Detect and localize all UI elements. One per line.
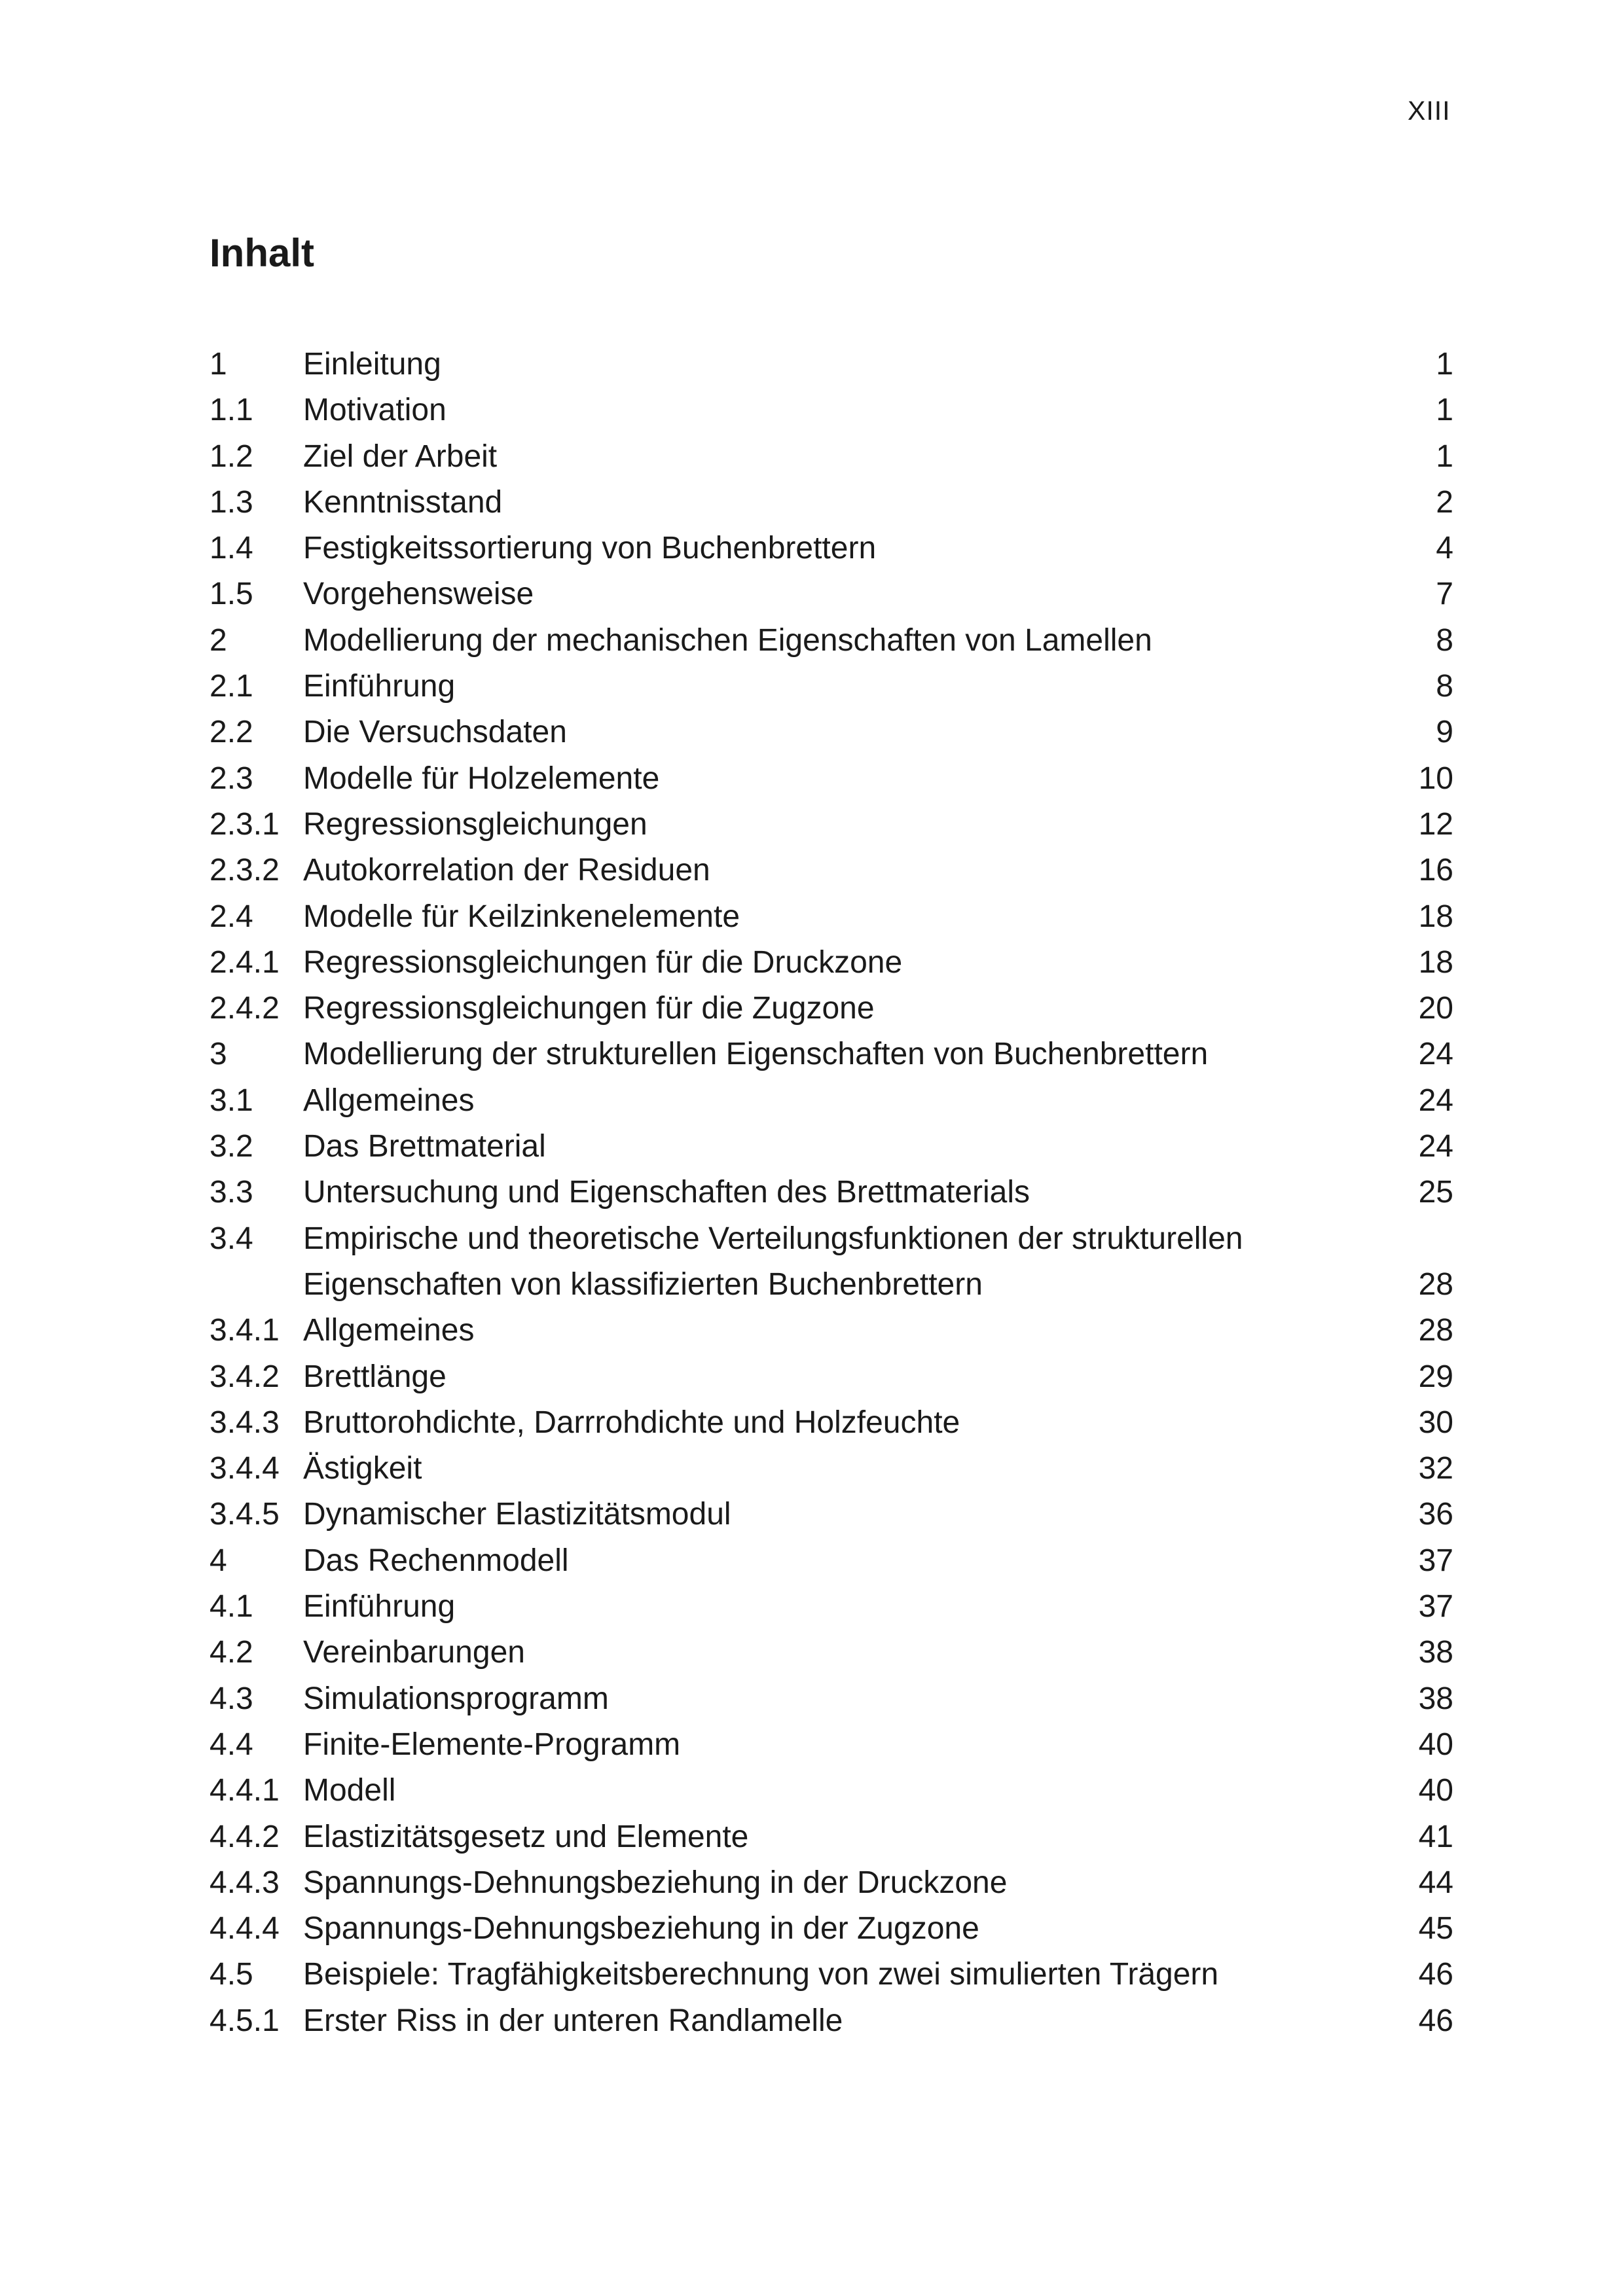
- toc-entry-page: 46: [1418, 1957, 1453, 1992]
- toc-entry: [210, 1031, 1453, 1077]
- toc-entry-page: 9: [1436, 715, 1453, 750]
- toc-entry: [210, 1630, 1453, 1676]
- toc-entry-page: 1: [1436, 393, 1453, 428]
- toc-entry-title: Brettlänge: [303, 1359, 447, 1394]
- toc-entry-number: 4.4: [210, 1727, 253, 1762]
- toc-entry-page: 8: [1436, 622, 1453, 658]
- toc-entry-page: 1: [1436, 347, 1453, 382]
- toc-entry-page: 37: [1418, 1543, 1453, 1578]
- toc-entry-number: 4.3: [210, 1681, 253, 1716]
- toc-entry-page: 12: [1418, 806, 1453, 842]
- toc-entry: [210, 342, 1453, 387]
- toc-entry: [210, 618, 1453, 664]
- toc-entry-number: 3.4.1: [210, 1313, 280, 1348]
- toc-entry-number: 4.4.4: [210, 1911, 280, 1946]
- toc-entry: [210, 848, 1453, 893]
- toc-entry-page: 46: [1418, 2003, 1453, 2038]
- toc-entry-number: 1: [210, 347, 227, 382]
- toc-entry-number: 4.5: [210, 1957, 253, 1992]
- toc-entry: [210, 664, 1453, 709]
- toc-entry-number: 4.5.1: [210, 2003, 280, 2038]
- toc-entry-title: Allgemeines: [303, 1313, 475, 1348]
- toc-entry-number: 2.3.1: [210, 806, 280, 842]
- toc-entry-page: 20: [1418, 991, 1453, 1026]
- toc-entry: [210, 1998, 1453, 2044]
- toc-entry-number: 4: [210, 1543, 227, 1578]
- toc-entry-title: Festigkeitssortierung von Buchenbrettern: [303, 531, 877, 566]
- toc-entry-number: 4.4.2: [210, 1819, 280, 1854]
- toc-entry-title: Bruttorohdichte, Darrrohdichte und Holzfeuchte: [303, 1405, 960, 1440]
- toc-entry-page: 45: [1418, 1911, 1453, 1946]
- toc-entry: [210, 1400, 1453, 1446]
- toc-entry: [210, 1308, 1453, 1354]
- toc-entry-number: 2.4.2: [210, 991, 280, 1026]
- toc-entry-title: Regressionsgleichungen: [303, 806, 647, 842]
- toc-entry: [210, 571, 1453, 617]
- toc-entry-page: 25: [1418, 1175, 1453, 1210]
- toc-entry-title: Spannungs-Dehnungsbeziehung in der Zugzone: [303, 1911, 979, 1946]
- toc-entry-title: Modelle für Holzelemente: [303, 761, 660, 796]
- toc-entry-page: 29: [1418, 1359, 1453, 1394]
- toc-entry-page: 10: [1418, 761, 1453, 796]
- toc-entry-title: Ziel der Arbeit: [303, 439, 498, 474]
- toc-entry-page: 24: [1418, 1083, 1453, 1118]
- toc-entry-title: Spannungs-Dehnungsbeziehung in der Druckzone: [303, 1865, 1008, 1900]
- page-number: XIII: [1408, 96, 1451, 126]
- toc-entry: [210, 434, 1453, 480]
- toc-entry-title: Modellierung der strukturellen Eigenschaften von Buchenbrettern: [303, 1037, 1209, 1072]
- toc-entry-page: 16: [1418, 853, 1453, 888]
- toc-entry-number: 3.1: [210, 1083, 253, 1118]
- toc-entry-number: 2: [210, 622, 227, 658]
- toc-entry-title: Beispiele: Tragfähigkeitsberechnung von zwei simulierten Trägern: [303, 1957, 1219, 1992]
- toc-entry: [210, 1446, 1453, 1492]
- toc-entry: [210, 526, 1453, 571]
- toc-entry-title: Erster Riss in der unteren Randlamelle: [303, 2003, 843, 2038]
- toc-entry-title: Simulationsprogramm: [303, 1681, 609, 1716]
- toc-entry-number: 1.4: [210, 531, 253, 566]
- toc-entry-page: 18: [1418, 899, 1453, 934]
- toc-entry-title: Dynamischer Elastizitätsmodul: [303, 1497, 731, 1532]
- table-of-contents: [210, 342, 1453, 2044]
- toc-entry-title: Modell: [303, 1773, 396, 1808]
- toc-entry-title: Modelle für Keilzinkenelemente: [303, 899, 740, 934]
- toc-entry-page: 38: [1418, 1681, 1453, 1716]
- toc-entry-page: 4: [1436, 531, 1453, 566]
- toc-entry-title: Einleitung: [303, 347, 441, 382]
- toc-entry-number: 3.4.3: [210, 1405, 280, 1440]
- toc-entry-title: Ästigkeit: [303, 1451, 422, 1486]
- toc-entry-page: 37: [1418, 1589, 1453, 1624]
- toc-entry: [210, 894, 1453, 940]
- toc-entry-page: 24: [1418, 1037, 1453, 1072]
- toc-entry: [210, 1354, 1453, 1400]
- toc-entry: [210, 709, 1453, 755]
- toc-entry-title: Motivation: [303, 393, 447, 428]
- toc-entry: [210, 1078, 1453, 1124]
- toc-entry: [210, 940, 1453, 986]
- toc-entry-page: 1: [1436, 439, 1453, 474]
- toc-entry: [210, 802, 1453, 848]
- toc-entry-number: 3.4.4: [210, 1451, 280, 1486]
- toc-entry-title: Einführung: [303, 1589, 456, 1624]
- toc-entry-title: Untersuchung und Eigenschaften des Brettmaterials: [303, 1175, 1030, 1210]
- toc-entry-title: Kenntnisstand: [303, 484, 503, 520]
- toc-entry-number: 1.5: [210, 577, 253, 612]
- toc-entry-title: Finite-Elemente-Programm: [303, 1727, 681, 1762]
- toc-entry: [210, 1170, 1453, 1215]
- toc-entry: [210, 1722, 1453, 1768]
- toc-entry: [210, 1676, 1453, 1722]
- toc-entry-page: 38: [1418, 1635, 1453, 1670]
- toc-entry-number: 2.3: [210, 761, 253, 796]
- toc-entry: [210, 1124, 1453, 1170]
- toc-entry-number: 2.2: [210, 715, 253, 750]
- toc-entry-page: 44: [1418, 1865, 1453, 1900]
- toc-entry-number: 3.3: [210, 1175, 253, 1210]
- toc-entry-page: 2: [1436, 484, 1453, 520]
- toc-entry: [210, 387, 1453, 433]
- toc-entry-number: 3.4.2: [210, 1359, 280, 1394]
- toc-entry: [210, 480, 1453, 526]
- toc-entry-number: 3.4.5: [210, 1497, 280, 1532]
- toc-entry-title: Das Rechenmodell: [303, 1543, 569, 1578]
- toc-entry-page: 36: [1418, 1497, 1453, 1532]
- toc-entry-title: Vorgehensweise: [303, 577, 534, 612]
- toc-entry: [210, 756, 1453, 802]
- toc-entry: [210, 1952, 1453, 1998]
- toc-entry-number: 1.1: [210, 393, 253, 428]
- toc-entry: [210, 1906, 1453, 1952]
- toc-entry-number: 4.2: [210, 1635, 253, 1670]
- toc-entry: [210, 1814, 1453, 1860]
- toc-entry-title: Die Versuchsdaten: [303, 715, 567, 750]
- toc-entry-page: 40: [1418, 1773, 1453, 1808]
- toc-entry: [210, 1216, 1453, 1262]
- toc-entry-title: Vereinbarungen: [303, 1635, 525, 1670]
- toc-entry-number: 3.2: [210, 1129, 253, 1164]
- toc-entry-page: 41: [1418, 1819, 1453, 1854]
- toc-entry-page: 40: [1418, 1727, 1453, 1762]
- toc-entry: [210, 1768, 1453, 1814]
- toc-entry-page: 30: [1418, 1405, 1453, 1440]
- toc-entry-title: Einführung: [303, 669, 456, 704]
- toc-entry-number: 1.3: [210, 484, 253, 520]
- toc-entry-page: 32: [1418, 1451, 1453, 1486]
- toc-entry-page: 24: [1418, 1129, 1453, 1164]
- toc-entry-number: 2.4: [210, 899, 253, 934]
- toc-entry-title: Allgemeines: [303, 1083, 475, 1118]
- toc-entry-number: 1.2: [210, 439, 253, 474]
- page-title: Inhalt: [210, 231, 314, 275]
- toc-entry-title: Regressionsgleichungen für die Druckzone: [303, 944, 903, 980]
- toc-entry-title: Eigenschaften von klassifizierten Buchenbrettern: [303, 1266, 983, 1302]
- toc-entry-number: 2.3.2: [210, 853, 280, 888]
- toc-entry: [210, 1538, 1453, 1584]
- toc-entry-title: Modellierung der mechanischen Eigenschaften von Lamellen: [303, 622, 1152, 658]
- toc-entry-number: 4.1: [210, 1589, 253, 1624]
- toc-entry: [210, 1492, 1453, 1537]
- toc-entry-number: 4.4.1: [210, 1773, 280, 1808]
- toc-entry-title: Elastizitätsgesetz und Elemente: [303, 1819, 749, 1854]
- toc-entry-title: Regressionsgleichungen für die Zugzone: [303, 991, 875, 1026]
- toc-entry-page: 7: [1436, 577, 1453, 612]
- toc-entry-number: 2.4.1: [210, 944, 280, 980]
- toc-entry-page: 28: [1418, 1266, 1453, 1302]
- toc-entry: [210, 1262, 1453, 1308]
- toc-entry-page: 18: [1418, 944, 1453, 980]
- toc-entry: [210, 986, 1453, 1031]
- toc-entry-title: Autokorrelation der Residuen: [303, 853, 710, 888]
- toc-entry: [210, 1584, 1453, 1630]
- toc-entry-title: Empirische und theoretische Verteilungsfunktionen der strukturellen: [303, 1221, 1243, 1256]
- toc-entry-number: 2.1: [210, 669, 253, 704]
- toc-entry-number: 3: [210, 1037, 227, 1072]
- toc-entry-page: 28: [1418, 1313, 1453, 1348]
- toc-entry-title: Das Brettmaterial: [303, 1129, 546, 1164]
- toc-entry: [210, 1860, 1453, 1906]
- toc-entry-number: 4.4.3: [210, 1865, 280, 1900]
- toc-entry-number: 3.4: [210, 1221, 253, 1256]
- toc-entry-page: 8: [1436, 669, 1453, 704]
